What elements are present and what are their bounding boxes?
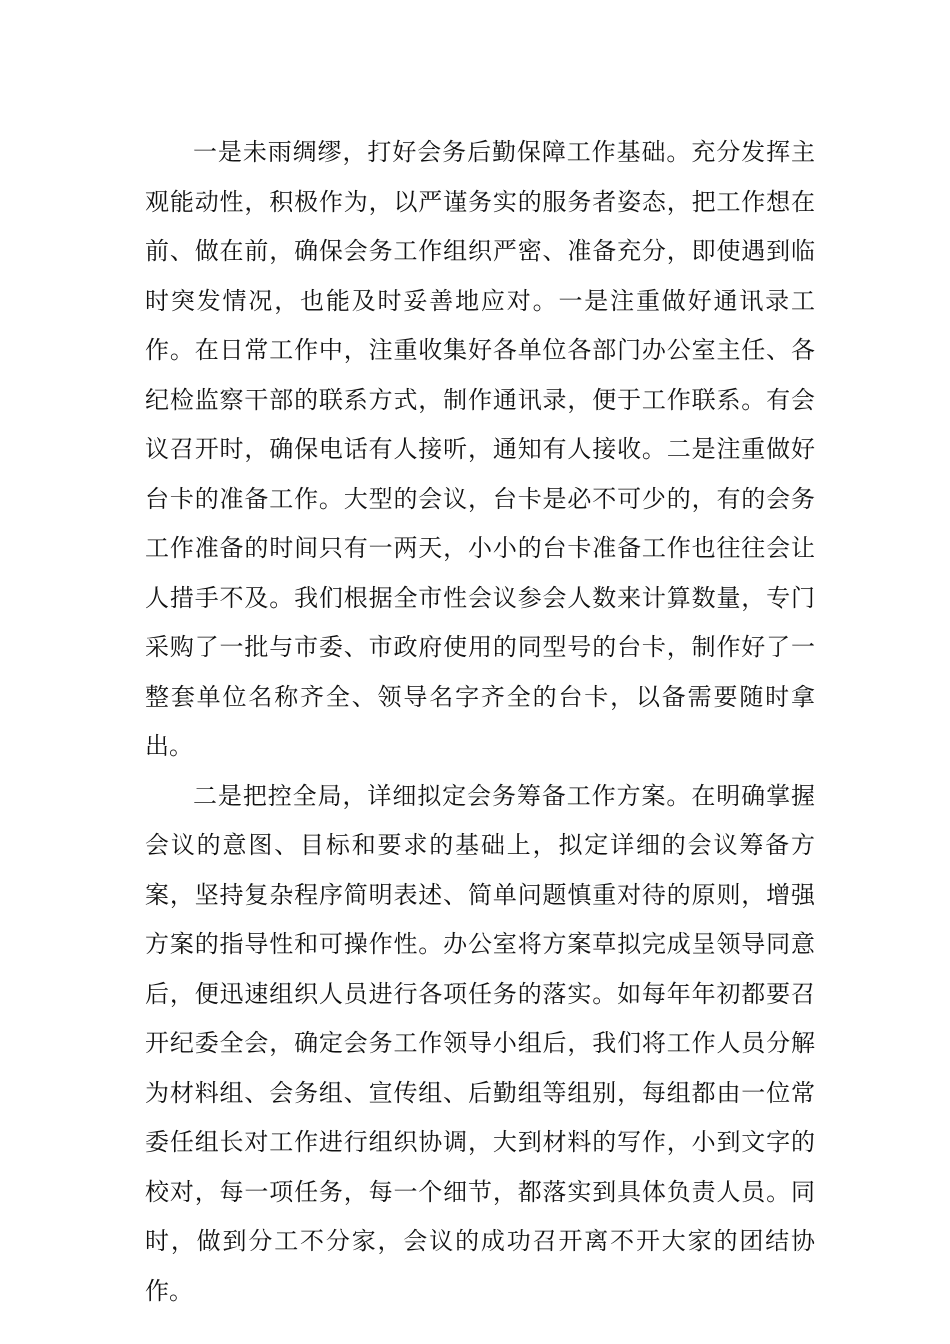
paragraph-2: 二是把控全局，详细拟定会务筹备工作方案。在明确掌握会议的意图、目标和要求的基础上，拟定详细的会议筹备方案，坚持复杂程序简明表述、简单问题慎重对待的原则，增强方案的指导性和可操作性。办公室将方案草拟完成呈领导同意后，便迅速组织人员进行各项任务的落实。如每年年初都要召开纪委全会，确定会务工作领导小组后，我们将工作人员分解为材料组、会务组、宣传组、后勤组等组别，每组都由一位常委任组长对工作进行组织协调，大到材料的写作，小到文字的校对，每一项任务，每一个细节，都落实到具体负责人员。同时，做到分工不分家，会议的成功召开离不开大家的团结协作。 [145,781,815,1305]
paragraph-1: 一是未雨绸缪，打好会务后勤保障工作基础。充分发挥主观能动性，积极作为，以严谨务实的服务者姿态，把工作想在前、做在前，确保会务工作组织严密、准备充分，即使遇到临时突发情况，也能及时妥善地应对。一是注重做好通讯录工作。在日常工作中，注重收集好各单位各部门办公室主任、各纪检监察干部的联系方式，制作通讯录，便于工作联系。有会议召开时，确保电话有人接听，通知有人接收。二是注重做好台卡的准备工作。大型的会议，台卡是必不可少的，有的会务工作准备的时间只有一两天，小小的台卡准备工作也往往会让人措手不及。我们根据全市性会议参会人数来计算数量，专门采购了一批与市委、市政府使用的同型号的台卡，制作好了一整套单位名称齐全、领导名字齐全的台卡，以备需要随时拿出。 [145,138,815,760]
document-body [145,128,815,1316]
